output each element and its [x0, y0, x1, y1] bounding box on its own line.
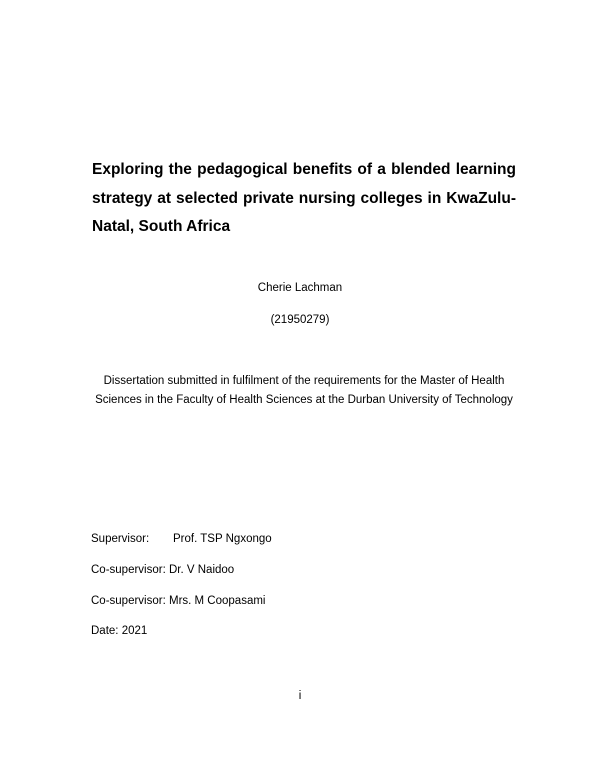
supervisor-line	[91, 533, 272, 545]
date-value: 2021	[121, 625, 148, 637]
author-name: Cherie Lachman	[257, 282, 343, 294]
co-supervisor-label-1: Co-supervisor:	[91, 564, 166, 576]
date-label: Date:	[91, 625, 119, 637]
co-supervisor-line-1	[91, 564, 234, 576]
document-title: Exploring the pedagogical benefits of a blended learning strategy at selected private nursing colleges in KwaZulu-Natal, South Africa	[92, 161, 516, 235]
co-supervisor-label-2: Co-supervisor:	[91, 595, 166, 607]
co-supervisor-name-1: Dr. V Naidoo	[168, 564, 235, 576]
co-supervisor-line-2	[91, 595, 265, 607]
supervisor-name: Prof. TSP Ngxongo	[173, 533, 272, 545]
page-number: i	[298, 690, 302, 702]
date-line	[91, 625, 147, 637]
supervisor-label: Supervisor:	[91, 533, 150, 545]
student-number: (21950279)	[270, 314, 330, 326]
co-supervisor-name-2: Mrs. M Coopasami	[168, 595, 266, 607]
submission-statement: Dissertation submitted in fulfilment of the requirements for the Master of Health Sciences in the Faculty of Health Sciences at the Durban University of Technology	[95, 375, 513, 406]
